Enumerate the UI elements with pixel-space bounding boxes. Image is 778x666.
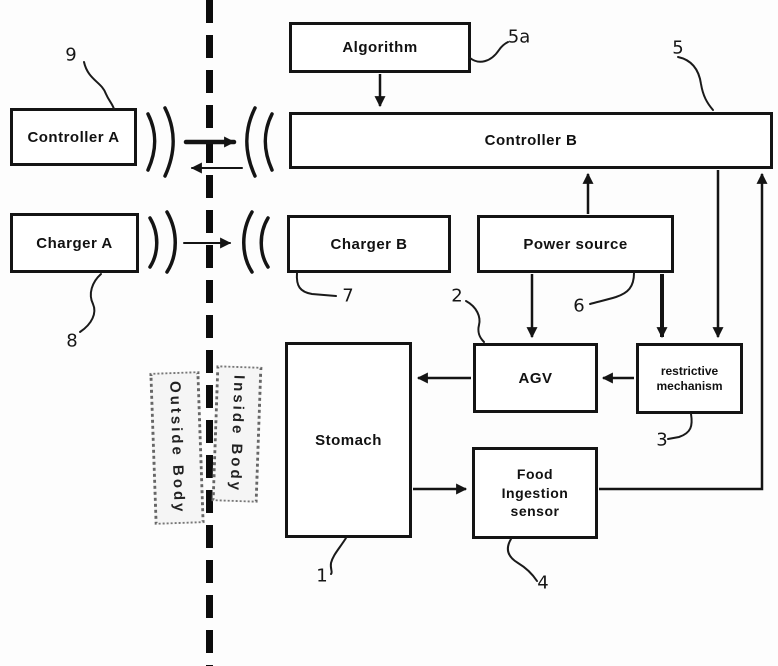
leader-2: [466, 301, 484, 342]
inside-body-text: Inside Body: [226, 374, 248, 494]
ref-numeral-7: 7: [342, 285, 354, 307]
power-source-label: Power source: [523, 235, 628, 253]
ref-numeral-1: 1: [316, 565, 328, 587]
ref-numeral-3: 3: [656, 429, 668, 451]
leader-1: [331, 538, 346, 574]
ref-numeral-9: 9: [65, 44, 77, 66]
ref-numeral-2: 2: [451, 285, 463, 307]
leader-5a: [470, 42, 508, 62]
box-charger-a: [10, 213, 139, 273]
charger-b-label: Charger B: [330, 235, 408, 253]
food-ingestion-sensor-label: Food Ingestion sensor: [501, 465, 569, 520]
outside-body-text: Outside Body: [166, 380, 188, 516]
ref-numeral-5: 5: [672, 37, 684, 59]
ref-numeral-6: 6: [573, 295, 585, 317]
controller-a-label: Controller A: [27, 128, 120, 146]
restrictive-mechanism-label: restrictive mechanism: [656, 363, 723, 393]
box-restrictive-mechanism: [636, 343, 743, 414]
inside-body-label: [212, 365, 263, 503]
box-power-source: [477, 215, 674, 273]
leader-4: [508, 539, 537, 581]
box-controller-b: [289, 112, 773, 169]
leader-7: [297, 273, 336, 296]
agv-label: AGV: [518, 369, 553, 387]
leader-3: [668, 414, 692, 439]
box-charger-b: [287, 215, 451, 273]
leader-8: [80, 274, 101, 332]
controller-b-label: Controller B: [484, 132, 578, 149]
box-stomach: [285, 342, 412, 538]
charger-a-label: Charger A: [36, 234, 113, 252]
box-algorithm: [289, 22, 471, 73]
ref-numeral-4: 4: [537, 572, 549, 594]
leader-5: [678, 57, 713, 110]
leader-6: [590, 273, 634, 304]
box-food-ingestion-sensor: [472, 447, 598, 539]
body-boundary-line: [206, 0, 213, 666]
ref-numeral-5a: 5a: [507, 26, 531, 48]
box-agv: [473, 343, 598, 413]
ref-numeral-8: 8: [66, 330, 78, 352]
box-controller-a: [10, 108, 137, 166]
leader-9: [84, 62, 114, 109]
stomach-label: Stomach: [315, 431, 382, 449]
outside-body-label: [149, 371, 204, 525]
algorithm-label: Algorithm: [342, 39, 418, 56]
